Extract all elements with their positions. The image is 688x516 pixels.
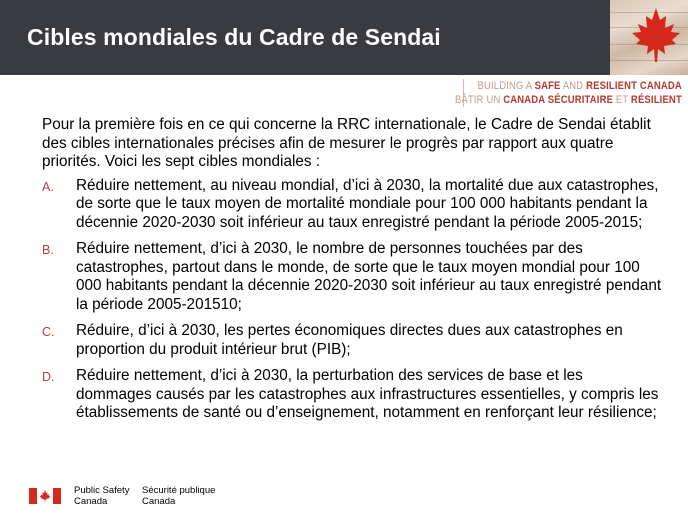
target-text: Réduire nettement, au niveau mondial, d’ici à 2030, la mortalité due aux catastrophes, de sorte que le taux moyen de mortalité mondiale pour 100 000 habitants pendant la décennie 2020-2030 soit inférieur au taux enregistré pendant la période 2005-2015; <box>76 176 659 231</box>
slide-body <box>42 116 662 431</box>
tagline-fr-highlight: CANADA SÉCURITAIRE <box>503 94 614 106</box>
target-text: Réduire nettement, d’ici à 2030, le nombre de personnes touchées par des catastrophes, partout dans le monde, de sorte que le taux moyen mondial pour 100 000 habitants pendant la décennie 2020-2030 soit inférieur au taux enregistré pendant la période 2005-201510; <box>76 240 662 313</box>
intro-paragraph: Pour la première fois en ce qui concerne la RRC internationale, le Cadre de Sendai établit des cibles internationales précises afin de mesurer le progrès par rapport aux quatre priorités. Voici les sept cibles mondiales : <box>42 116 651 170</box>
target-letter: B. <box>42 243 54 257</box>
tagline-en-highlight: SAFE <box>534 80 561 92</box>
slide-title: Cibles mondiales du Cadre de Sendai <box>27 24 441 50</box>
tagline-en-highlight2: RESILIENT CANADA <box>586 80 682 92</box>
tagline-fr-middle: ET <box>613 94 632 106</box>
dept-en-line1: Public Safety <box>74 485 130 496</box>
tagline-fr-prefix: BÂTIR UN <box>455 94 504 106</box>
tagline <box>455 79 682 107</box>
target-text: Réduire nettement, d’ici à 2030, la perturbation des services de base et les dommages causés par les catastrophes aux infrastructures essentielles, y compris les établissements de santé ou d’enseignement, notamment en renforçant leur résilience; <box>76 367 659 421</box>
canada-flag-icon <box>29 488 61 504</box>
target-text: Réduire, d’ici à 2030, les pertes économiques directes dues aux catastrophes en proportion du produit intérieur brut (PIB); <box>76 322 623 358</box>
target-letter: C. <box>42 325 55 339</box>
tagline-fr-highlight2: RÉSILIENT <box>631 94 682 106</box>
department-name-english <box>74 486 129 507</box>
target-item-b <box>42 240 662 314</box>
department-name-french <box>142 486 215 507</box>
maple-leaf-icon <box>610 0 688 75</box>
tagline-english <box>455 79 682 93</box>
slide-header <box>0 0 610 75</box>
target-item-d <box>42 367 662 423</box>
tagline-french <box>455 93 682 107</box>
target-item-a <box>42 177 662 233</box>
tagline-en-prefix: BUILDING A <box>477 80 535 92</box>
tagline-en-middle: AND <box>560 80 587 92</box>
dept-fr-line2: Canada <box>142 495 176 507</box>
target-item-c <box>42 322 662 359</box>
target-letter: A. <box>42 179 54 194</box>
dept-fr-line1: Sécurité publique <box>142 485 216 496</box>
target-letter: D. <box>42 370 55 384</box>
dept-en-line2: Canada <box>74 495 108 507</box>
